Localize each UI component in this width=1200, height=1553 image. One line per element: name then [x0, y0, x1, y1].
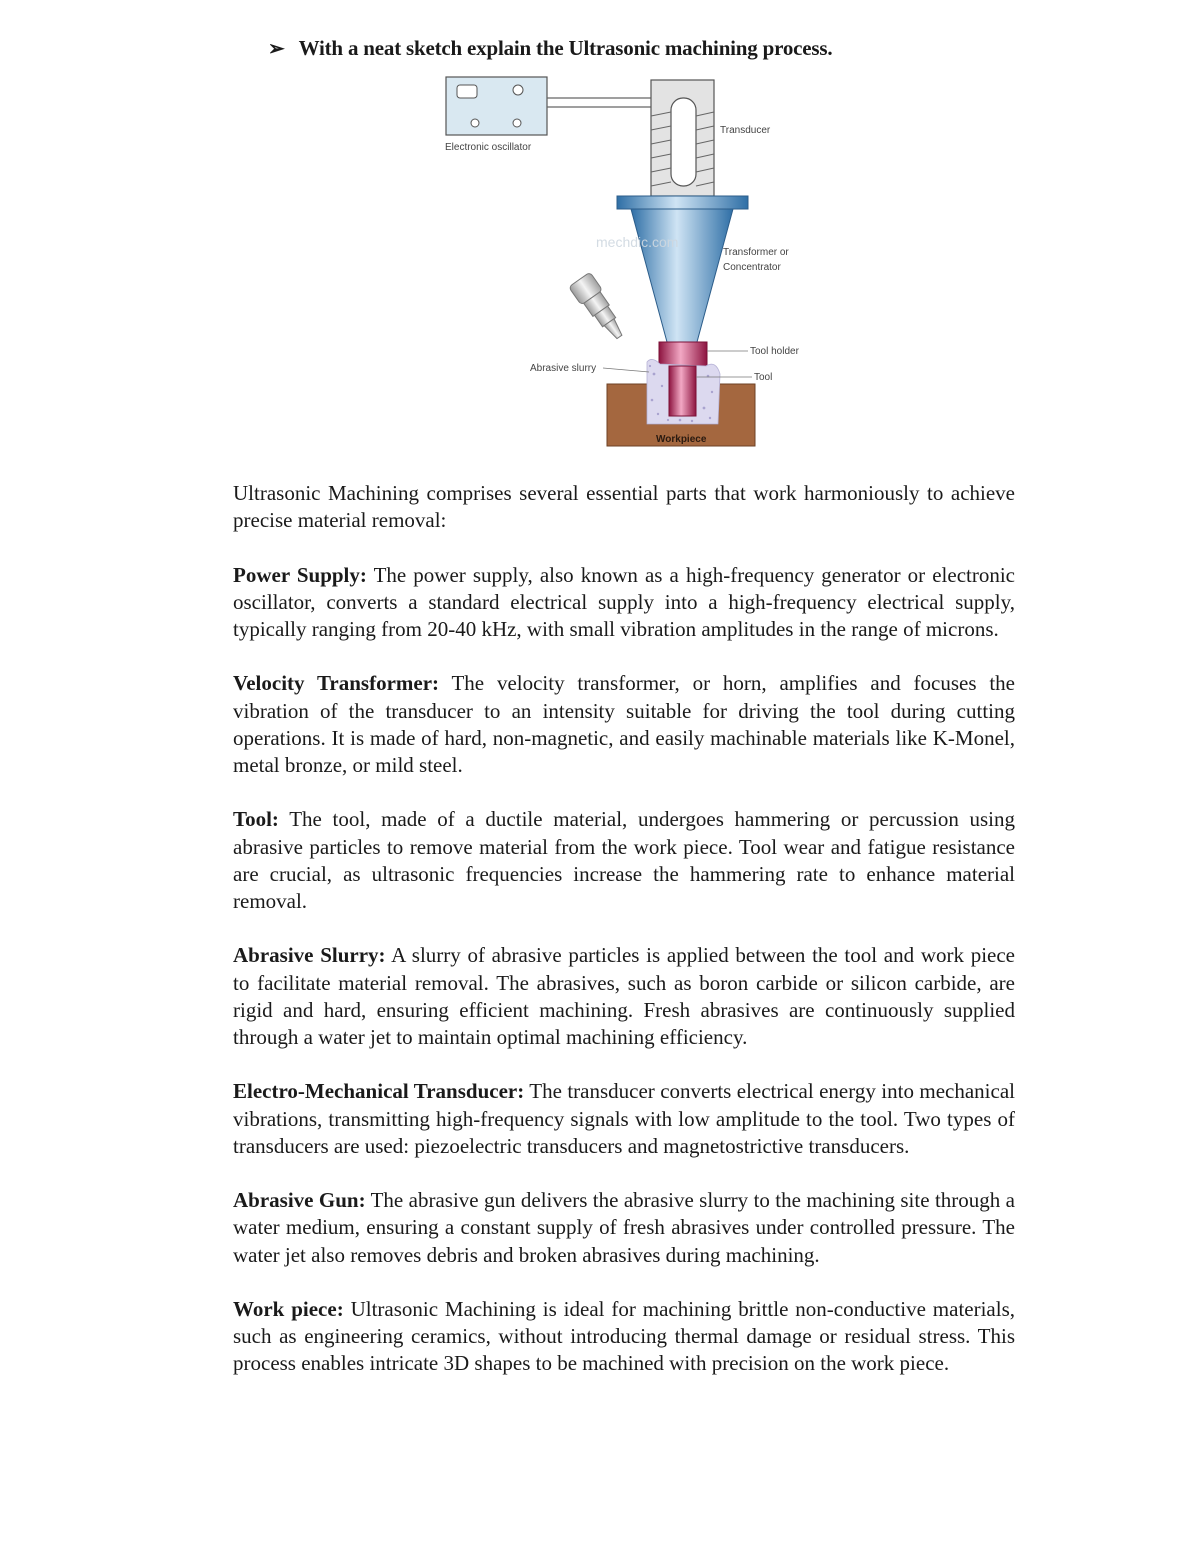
- question-heading: [268, 36, 832, 61]
- tool-holder: [659, 342, 707, 366]
- label-transducer: Transducer: [720, 125, 771, 136]
- section-term: Abrasive Slurry:: [233, 943, 386, 968]
- section-term: Velocity Transformer:: [233, 671, 440, 696]
- section-text: Ultrasonic Machining is ideal for machining brittle non-conductive materials, such as engineering ceramics, without introducing thermal damage or residual stress. This process enables intricate 3D shapes to be machined with precision on the work piece.: [233, 1296, 1016, 1376]
- label-tool-holder: Tool holder: [750, 346, 799, 357]
- label-tool: Tool: [754, 372, 773, 383]
- oscillator-box: [446, 77, 547, 135]
- section-work-piece: [233, 1296, 1015, 1378]
- section-abrasive-slurry: [233, 942, 1015, 1051]
- label-transformer-line2: Concentrator: [723, 262, 781, 273]
- section-velocity-transformer: [233, 670, 1015, 779]
- tool: [669, 366, 696, 416]
- document-body: [233, 480, 1015, 1405]
- intro-paragraph: Ultrasonic Machining comprises several essential parts that work harmoniously to achieve precise material removal:: [233, 481, 1015, 533]
- arrow-bullet-icon: ➢: [268, 38, 285, 60]
- section-text: The velocity transformer, or horn, amplifies and focuses the vibration of the transducer to an intensity suitable for driving the tool during cutting operations. It is made of hard, non-magnetic, and easily machinable materials like K-Monel, metal bronze, or mild steel.: [233, 671, 1015, 777]
- abrasive-gun: [569, 272, 630, 344]
- section-tool: [233, 806, 1015, 915]
- usm-diagram: [440, 74, 820, 454]
- section-term: Abrasive Gun:: [233, 1188, 366, 1213]
- transducer: [651, 80, 714, 196]
- section-text: The power supply, also known as a high-frequency generator or electronic oscillator, converts a standard electrical supply into a high-frequency electrical supply, typically ranging from 20-40 kHz, with small vibration amplitudes in the range of microns.: [233, 562, 1016, 641]
- section-term: Tool:: [233, 807, 279, 832]
- label-workpiece: Workpiece: [656, 434, 707, 445]
- section-term: Power Supply:: [233, 562, 367, 587]
- label-transformer-line1: Transformer or: [723, 247, 789, 258]
- label-abrasive-slurry: Abrasive slurry: [530, 363, 597, 374]
- question-text: With a neat sketch explain the Ultrasonic machining process.: [298, 36, 833, 60]
- section-transducer: [233, 1078, 1015, 1160]
- section-term: Electro-Mechanical Transducer:: [233, 1079, 525, 1104]
- velocity-transformer-horn: [631, 209, 733, 342]
- section-abrasive-gun: [233, 1187, 1015, 1269]
- watermark: mechdic.com: [596, 234, 679, 250]
- section-text: The abrasive gun delivers the abrasive slurry to the machining site through a water medium, ensuring a constant supply of fresh abrasives under controlled pressure. The water jet also removes debris and broken abrasives during machining.: [233, 1188, 1015, 1267]
- section-text: A slurry of abrasive particles is applied between the tool and work piece to facilitate material removal. The abrasives, such as boron carbide or silicon carbide, are rigid and hard, ensuring efficient machining. Fresh abrasives are continuously supplied through a water jet to maintain optimal machining efficiency.: [233, 943, 1015, 1049]
- section-text: The transducer converts electrical energy into mechanical vibrations, transmitting high-frequency signals with low amplitude to the tool. Two types of transducers are used: piezoelectric transducers and magnetostrictive transducers.: [233, 1079, 1015, 1158]
- section-power-supply: [233, 562, 1015, 644]
- section-term: Work piece:: [233, 1296, 344, 1321]
- label-oscillator: Electronic oscillator: [445, 142, 532, 153]
- section-text: The tool, made of a ductile material, undergoes hammering or percussion using abrasive particles to remove material from the work piece. Tool wear and fatigue resistance are crucial, as ultrasonic frequencies increase the hammering rate to enhance material removal.: [233, 807, 1015, 913]
